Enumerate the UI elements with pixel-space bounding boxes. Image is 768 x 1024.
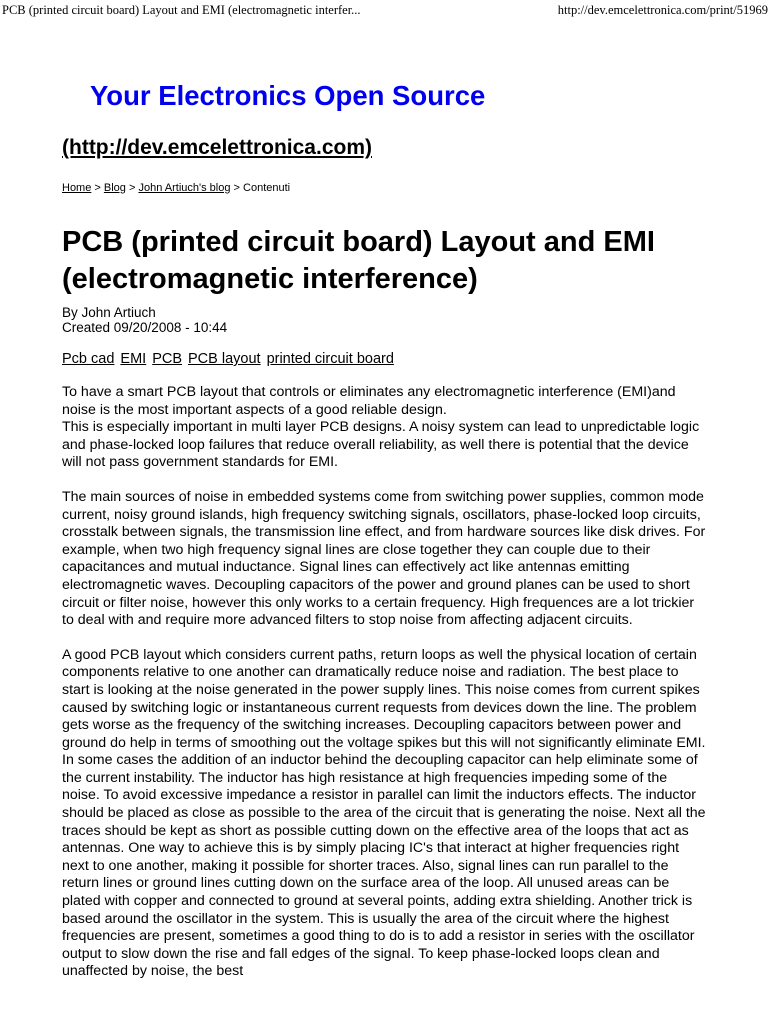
tag-link[interactable]: Pcb cad: [62, 351, 115, 367]
tag-link[interactable]: EMI: [120, 351, 147, 367]
site-name[interactable]: Your Electronics Open Source: [90, 80, 486, 111]
article-paragraph: The main sources of noise in embedded systems come from switching power supplies, common mode current, noisy ground islands, high frequency switching signals, oscillators, phase-locked loop circuits, crosstalk between signals, the transmission line effect, and from hardware sources like disk drives. For example, when two high frequency signal lines are close together they can couple due to their capacitances and mutual inductance. Signal lines can effectively act like antennas emitting electromagnetic waves. Decoupling capacitors of the power and ground planes can be used to short circuit or filter noise, however this only works to a certain frequency. High frequences are a lot trickier to deal with and require more advanced filters to stop noise from affecting adjacent circuits.: [62, 488, 706, 629]
breadcrumb-author-blog[interactable]: John Artiuch's blog: [138, 182, 231, 194]
article-created: Created 09/20/2008 - 10:44: [62, 320, 228, 335]
breadcrumb-separator: >: [91, 182, 104, 194]
breadcrumb-separator: >: [230, 182, 244, 194]
article-author: By John Artiuch: [62, 305, 156, 320]
site-url[interactable]: (http://dev.emcelettronica.com): [62, 136, 372, 159]
tag-list: [62, 351, 400, 367]
article-paragraph: To have a smart PCB layout that controls or eliminates any electromagnetic interference (EMI)and noise is the most important aspects of a good reliable design. This is especially important in multi layer PCB designs. A noisy system can lead to unpredictable logic and phase-locked loop failures that reduce overall reliability, as well there is potential that the device will not pass government standards for EMI.: [62, 384, 700, 471]
article-body: [62, 384, 707, 998]
breadcrumb: [62, 182, 290, 194]
tag-link[interactable]: PCB layout: [188, 351, 261, 367]
page-title: PCB (printed circuit board) Layout and EMI (electromagnetic interference): [62, 226, 655, 295]
breadcrumb-blog[interactable]: Blog: [103, 182, 126, 194]
article-paragraph: A good PCB layout which considers current paths, return loops as well the physical location of certain components relative to one another can dramatically reduce noise and radiation. The best place to start is looking at the noise generated in the power supply lines. This noise comes from current spikes caused by switching logic or instantaneous current requests from devices down the line. The problem gets worse as the frequency of the switching increases. Decoupling capacitors between power and ground do help in terms of smoothing out the voltage spikes but this will not significantly eliminate EMI. In some cases the addition of an inductor behind the decoupling capacitor can help eliminate some of the current instability. The inductor has high resistance at high frequencies impeding some of the noise. To avoid excessive impedance a resistor in parallel can limit the inductors effects. The inductor should be placed as close as possible to the area of the circuit that is generating the noise. Next all the traces should be kept as short as possible cutting down on the effective area of the loops that act as antennas. One way to achieve this is by simply placing IC's that interact at higher frequencies right next to one another, making it possible for shorter traces. Also, signal lines can run parallel to the return lines or ground lines cutting down on the surface area of the loop. All unused areas can be plated with copper and connected to ground at several points, adding extra shielding. Another trick is based around the oscillator in the system. This is usually the area of the circuit where the highest frequencies are present, sometimes a good thing to do is to add a resistor in series with the oscillator output to slow down the rise and fall edges of the signal. To keep phase-locked loops clean and unaffected by noise, the best: [62, 646, 706, 980]
print-header-title: PCB (printed circuit board) Layout and EMI (electromagnetic interfer...: [2, 3, 361, 17]
print-header: [0, 0, 768, 22]
breadcrumb-current: Contenuti: [243, 182, 291, 194]
print-header-url: http://dev.emcelettronica.com/print/51969: [557, 3, 768, 17]
tag-link[interactable]: printed circuit board: [266, 351, 394, 367]
breadcrumb-home[interactable]: Home: [62, 182, 92, 194]
tag-link[interactable]: PCB: [152, 351, 183, 367]
article-meta: [62, 305, 227, 335]
breadcrumb-separator: >: [125, 182, 139, 194]
